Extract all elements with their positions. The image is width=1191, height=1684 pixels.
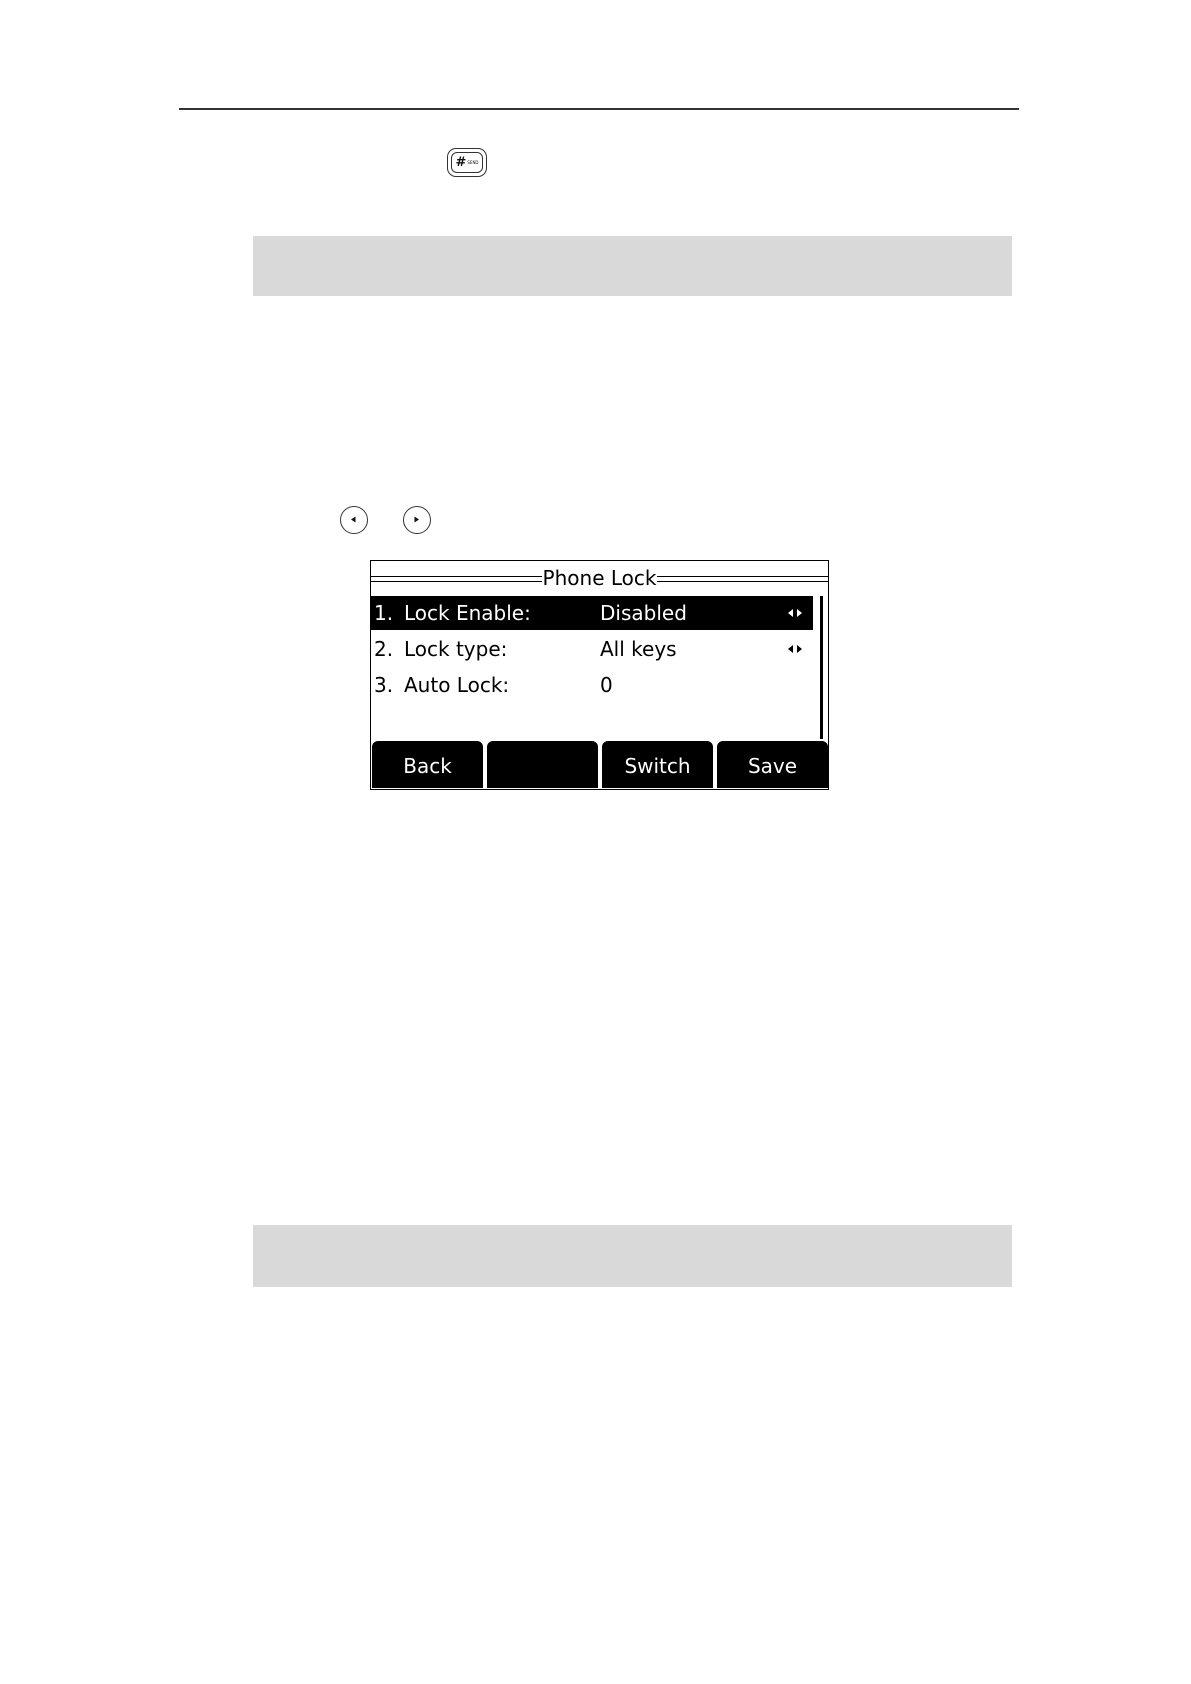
row-label: Lock Enable:	[404, 601, 531, 625]
left-right-arrows-icon	[785, 632, 805, 666]
screen-title-bar	[371, 561, 828, 594]
pound-send-key-face	[451, 152, 483, 173]
send-label: SEND	[467, 159, 479, 165]
note-band-top	[253, 236, 1012, 296]
switch-softkey[interactable]: Switch	[602, 741, 713, 788]
phone-lock-screen	[370, 560, 829, 790]
row-label: Auto Lock:	[404, 673, 510, 697]
right-navigation-key-icon	[403, 506, 431, 534]
note-band-bottom	[253, 1225, 1012, 1287]
scrollbar-track	[818, 596, 819, 739]
softkey-bar	[371, 741, 828, 789]
scrollbar[interactable]	[820, 596, 823, 739]
row-label: Lock type:	[404, 637, 508, 661]
back-softkey[interactable]: Back	[372, 741, 483, 788]
row-number: 1.	[374, 601, 394, 625]
setting-row-auto-lock[interactable]	[371, 668, 813, 702]
header-rule	[179, 108, 1019, 110]
row-number: 3.	[374, 673, 394, 697]
left-navigation-key-icon	[340, 506, 368, 534]
screen-title: Phone Lock	[542, 566, 657, 590]
pound-send-key-icon	[447, 148, 487, 177]
row-value: 0	[600, 673, 613, 697]
setting-row-lock-enable[interactable]	[371, 596, 813, 630]
row-number: 2.	[374, 637, 394, 661]
left-right-arrows-icon	[785, 596, 805, 630]
setting-row-lock-type[interactable]	[371, 632, 813, 666]
row-value: All keys	[600, 637, 677, 661]
row-value: Disabled	[600, 601, 687, 625]
blank-softkey[interactable]	[487, 741, 598, 788]
pound-glyph: #	[455, 155, 467, 170]
save-softkey[interactable]: Save	[717, 741, 828, 788]
